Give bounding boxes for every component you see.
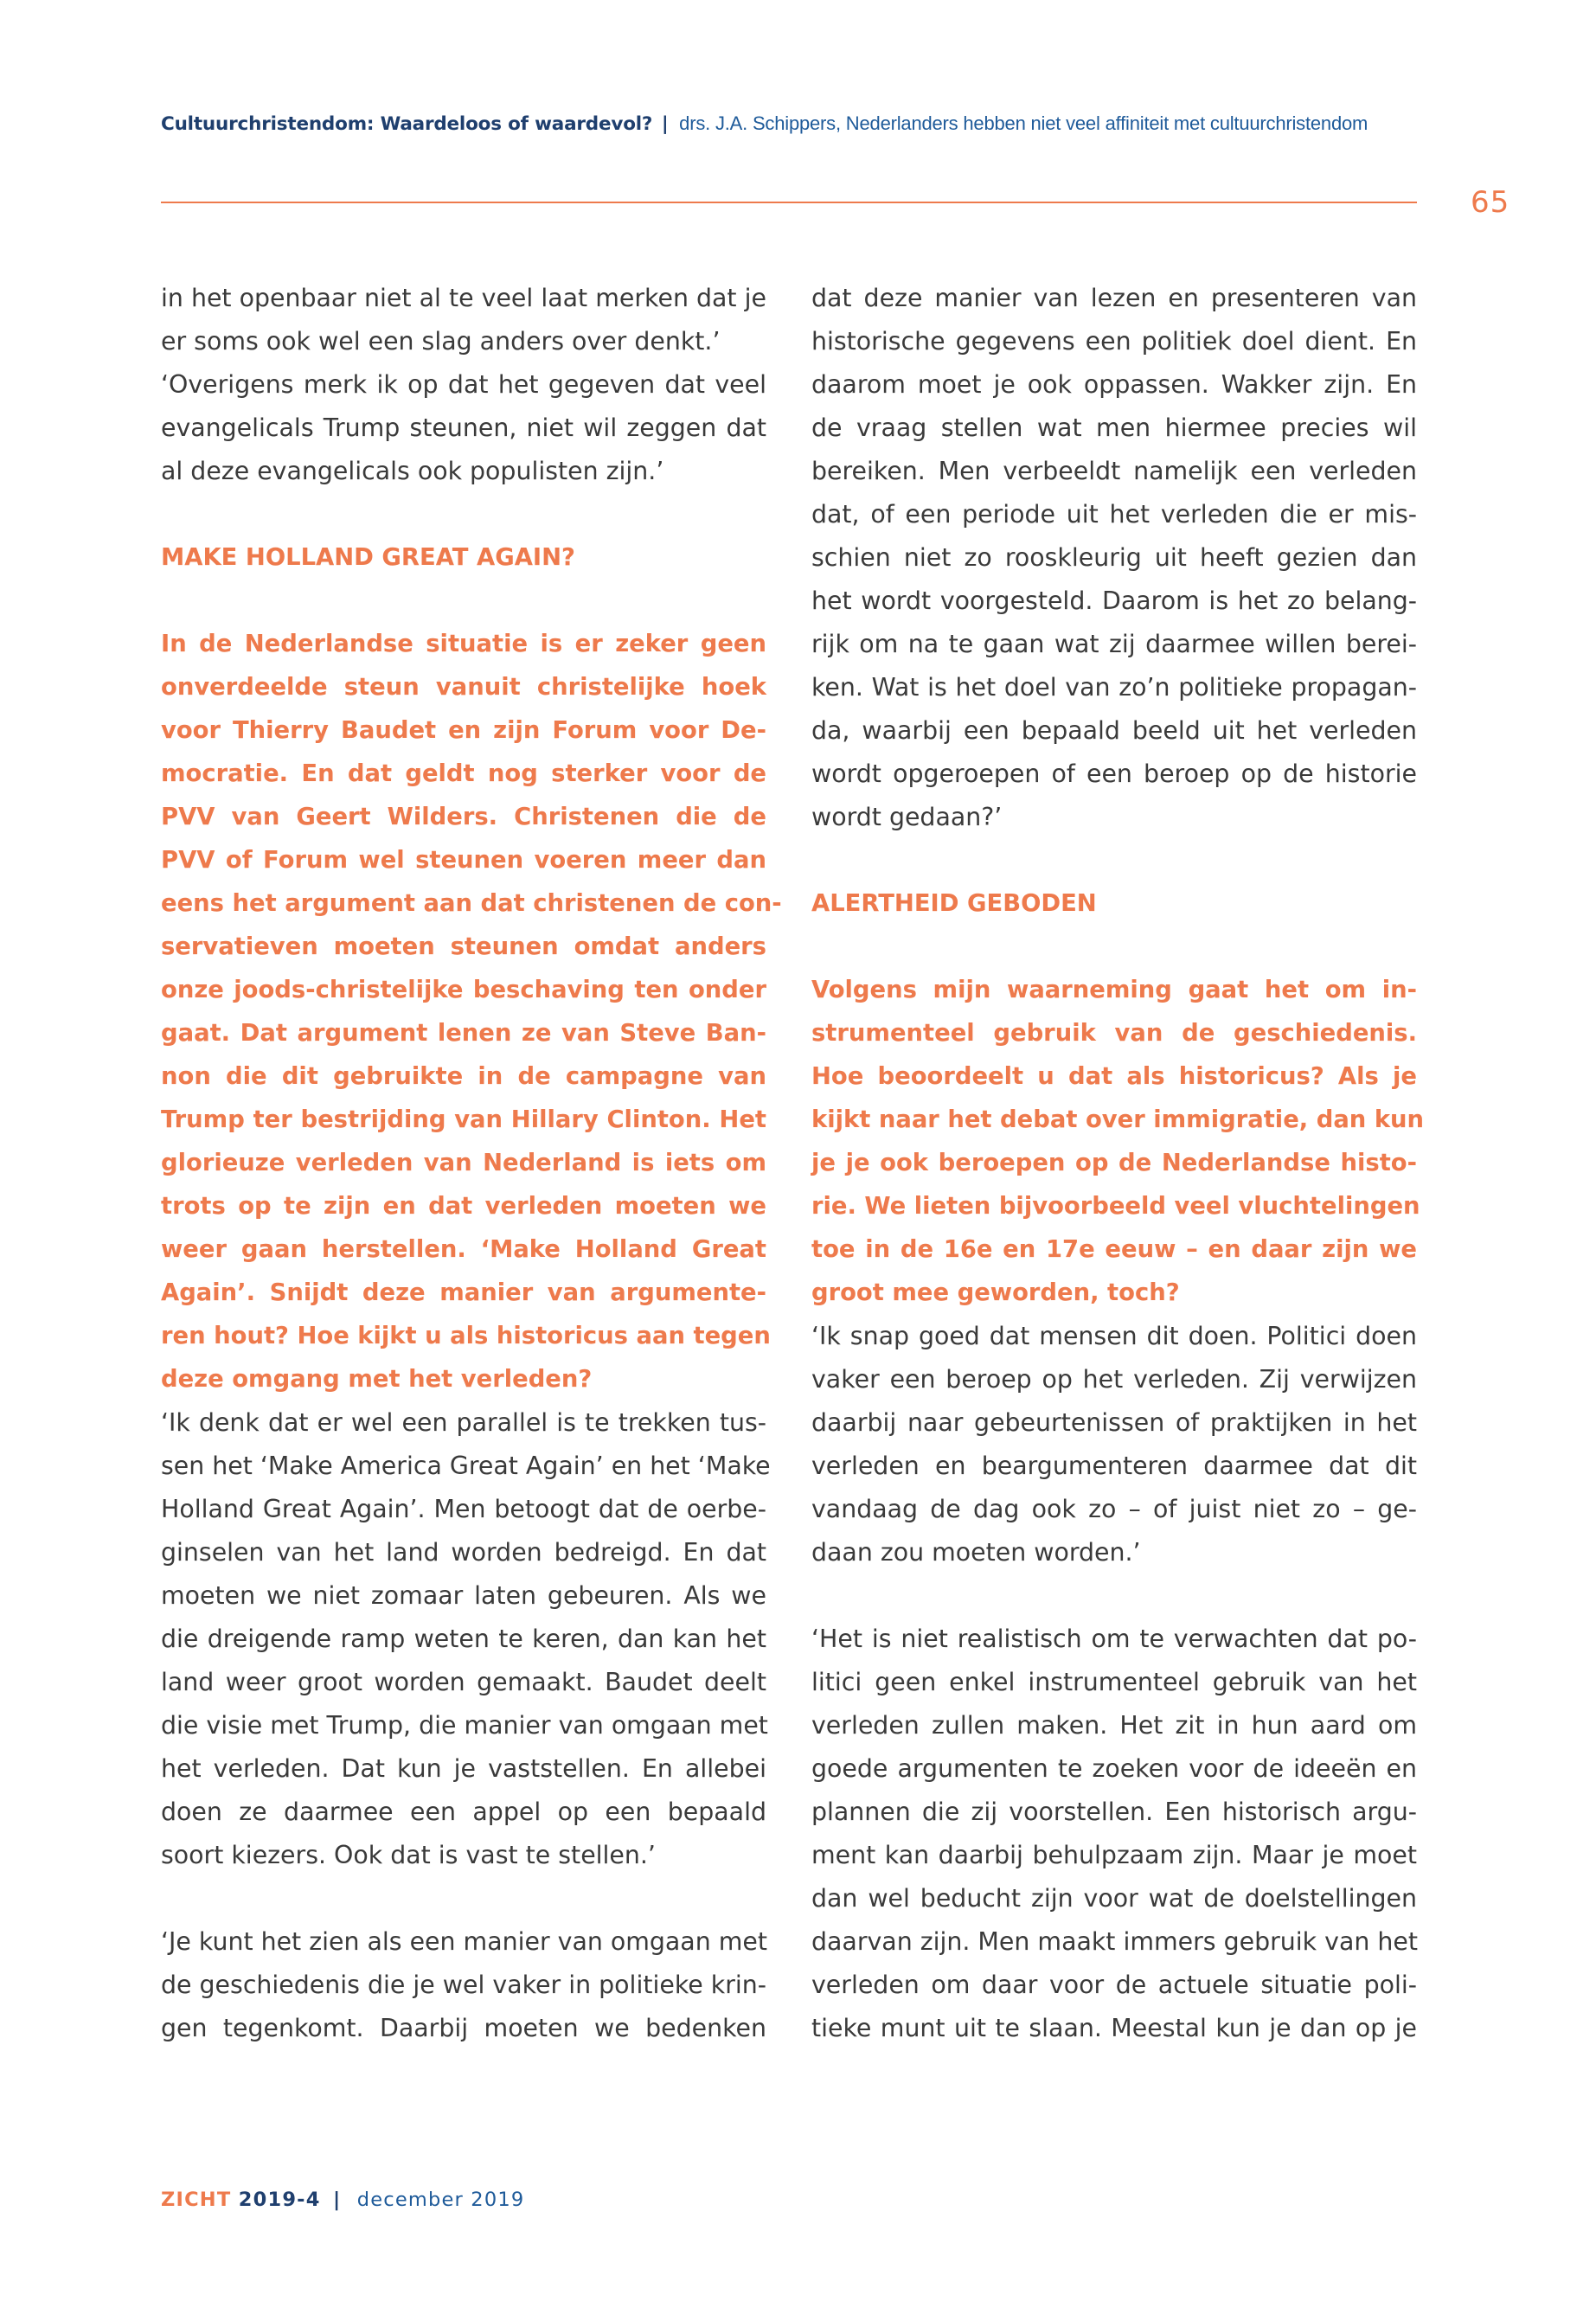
text-line: ‘Ik snap goed dat mensen dit doen. Politici doen: [811, 1322, 1417, 1350]
running-head-subtitle: drs. J.A. Schippers, Nederlanders hebben niet veel affiniteit met cultuurchristendom: [679, 112, 1368, 134]
text-line: al deze evangelicals ook populisten zijn.’: [161, 457, 664, 485]
text-line: land weer groot worden gemaakt. Baudet deelt: [161, 1668, 766, 1696]
text-line: ‘Je kunt het zien als een manier van omgaan met: [161, 1927, 767, 1956]
text-line: sen het ‘Make America Great Again’ en het ‘Make: [161, 1452, 771, 1480]
footer: [161, 2189, 524, 2211]
text-line: Holland Great Again’. Men betoogt dat de oerbe-: [161, 1495, 766, 1523]
blank-line: [161, 580, 766, 623]
question-line: strumenteel gebruik van de geschiedenis.: [811, 1020, 1417, 1047]
question-line: onverdeelde steun vanuit christelijke hoek: [161, 674, 766, 701]
question-line: PVV van Geert Wilders. Christenen die de: [161, 804, 766, 830]
text-line: verleden om daar voor de actuele situatie poli-: [811, 1971, 1417, 1999]
question-line: je je ook beroepen op de Nederlandse histo-: [811, 1150, 1417, 1176]
question-line: rie. We lieten bijvoorbeeld veel vluchtelingen: [811, 1193, 1420, 1220]
footer-issue: 2019-4: [238, 2189, 321, 2211]
question-line: groot mee geworden, toch?: [811, 1279, 1180, 1306]
text-line: daarbij naar gebeurtenissen of praktijken in het: [811, 1408, 1417, 1437]
text-line: in het openbaar niet al te veel laat merken dat je: [161, 284, 766, 312]
text-line: de vraag stellen wat men hiermee precies wil: [811, 413, 1417, 442]
text-line: bereiken. Men verbeeldt namelijk een verleden: [811, 457, 1417, 485]
header-rule: [161, 202, 1417, 203]
text-line: wordt gedaan?’: [811, 803, 1003, 831]
running-head: [161, 112, 1415, 135]
blank-line: [811, 839, 1417, 882]
footer-date: december 2019: [356, 2189, 525, 2211]
question-line: PVV of Forum wel steunen voeren meer dan: [161, 847, 766, 874]
question-line: onze joods-christelijke beschaving ten onder: [161, 977, 766, 1003]
question-line: gaat. Dat argument lenen ze van Steve Ban-: [161, 1020, 766, 1047]
text-line: plannen die zij voorstellen. Een historisch argu-: [811, 1798, 1417, 1826]
text-line: ment kan daarbij behulpzaam zijn. Maar je moet: [811, 1841, 1417, 1869]
text-line: rijk om na te gaan wat zij daarmee willen berei-: [811, 630, 1417, 658]
question-line: Volgens mijn waarneming gaat het om in-: [811, 977, 1417, 1003]
text-line: tieke munt uit te slaan. Meestal kun je dan op je: [811, 2014, 1417, 2042]
section-heading: ALERTHEID GEBODEN: [811, 890, 1097, 917]
text-line: vaker een beroep op het verleden. Zij verwijzen: [811, 1365, 1417, 1394]
question-line: Again’. Snijdt deze manier van argumente-: [161, 1279, 766, 1306]
text-line: ginselen van het land worden bedreigd. En dat: [161, 1538, 766, 1567]
text-line: verleden zullen maken. Het zit in hun aard om: [811, 1711, 1417, 1740]
text-line: schien niet zo rooskleurig uit heeft gezien dan: [811, 543, 1417, 572]
text-line: ‘Het is niet realistisch om te verwachten dat po-: [811, 1625, 1417, 1653]
question-line: non die dit gebruikte in de campagne van: [161, 1063, 766, 1090]
blank-line: [811, 1574, 1417, 1618]
footer-separator: |: [332, 2189, 342, 2211]
text-line: de geschiedenis die je wel vaker in politieke krin-: [161, 1971, 766, 1999]
text-line: ken. Wat is het doel van zo’n politieke propagan-: [811, 673, 1417, 702]
text-line: evangelicals Trump steunen, niet wil zeggen dat: [161, 413, 766, 442]
page-number: 65: [1471, 185, 1510, 220]
question-line: In de Nederlandse situatie is er zeker geen: [161, 631, 766, 657]
text-line: ‘Ik denk dat er wel een parallel is te trekken tus-: [161, 1408, 766, 1437]
right-column: [811, 277, 1425, 2050]
text-line: het wordt voorgesteld. Daarom is het zo belang-: [811, 586, 1417, 615]
text-line: het verleden. Dat kun je vaststellen. En allebei: [161, 1754, 766, 1783]
question-line: voor Thierry Baudet en zijn Forum voor De-: [161, 717, 766, 744]
text-line: goede argumenten te zoeken voor de ideeën en: [811, 1754, 1417, 1783]
text-line: dat, of een periode uit het verleden die er mis-: [811, 500, 1417, 529]
text-line: vandaag de dag ook zo – of juist niet zo – ge-: [811, 1495, 1417, 1523]
text-line: doen ze daarmee een appel op een bepaald: [161, 1798, 766, 1826]
text-line: ‘Overigens merk ik op dat het gegeven dat veel: [161, 370, 766, 399]
question-line: deze omgang met het verleden?: [161, 1366, 593, 1393]
text-line: wordt opgeroepen of een beroep op de historie: [811, 760, 1417, 788]
text-line: daan zou moeten worden.’: [811, 1538, 1141, 1567]
question-line: mocratie. En dat geldt nog sterker voor de: [161, 760, 766, 787]
text-line: die visie met Trump, die manier van omgaan met: [161, 1711, 768, 1740]
text-line: historische gegevens een politiek doel dient. En: [811, 327, 1417, 356]
question-line: trots op te zijn en dat verleden moeten we: [161, 1193, 766, 1220]
text-line: moeten we niet zomaar laten gebeuren. Als we: [161, 1581, 766, 1610]
question-line: ren hout? Hoe kijkt u als historicus aan tegen: [161, 1323, 771, 1349]
question-line: Hoe beoordeelt u dat als historicus? Als je: [811, 1063, 1417, 1090]
question-line: kijkt naar het debat over immigratie, dan kun: [811, 1106, 1425, 1133]
question-line: Trump ter bestrijding van Hillary Clinton. Het: [161, 1106, 766, 1133]
blank-line: [161, 493, 766, 536]
question-line: weer gaan herstellen. ‘Make Holland Great: [161, 1236, 766, 1263]
left-column: [161, 277, 782, 2050]
text-line: litici geen enkel instrumenteel gebruik van het: [811, 1668, 1417, 1696]
question-line: glorieuze verleden van Nederland is iets om: [161, 1150, 766, 1176]
text-line: da, waarbij een bepaald beeld uit het verleden: [811, 716, 1417, 745]
text-line: die dreigende ramp weten te keren, dan kan het: [161, 1625, 766, 1653]
text-line: verleden en beargumenteren daarmee dat dit: [811, 1452, 1417, 1480]
question-line: servatieven moeten steunen omdat anders: [161, 933, 766, 960]
text-line: dat deze manier van lezen en presenteren van: [811, 284, 1417, 312]
text-line: daarvan zijn. Men maakt immers gebruik van het: [811, 1927, 1418, 1956]
running-head-title: Cultuurchristendom: Waardeloos of waardevol?: [161, 113, 653, 135]
blank-line: [161, 1877, 766, 1920]
text-line: daarom moet je ook oppassen. Wakker zijn. En: [811, 370, 1417, 399]
text-line: soort kiezers. Ook dat is vast te stellen.’: [161, 1841, 656, 1869]
text-line: er soms ook wel een slag anders over denkt.’: [161, 327, 721, 356]
question-line: eens het argument aan dat christenen de con-: [161, 890, 782, 917]
footer-magazine: ZICHT: [161, 2189, 232, 2211]
question-line: toe in de 16e en 17e eeuw – en daar zijn we: [811, 1236, 1417, 1263]
text-line: dan wel beducht zijn voor wat de doelstellingen: [811, 1884, 1417, 1913]
running-head-separator: |: [661, 113, 669, 135]
text-line: gen tegenkomt. Daarbij moeten we bedenken: [161, 2014, 766, 2042]
section-heading: MAKE HOLLAND GREAT AGAIN?: [161, 544, 575, 571]
blank-line: [811, 926, 1417, 969]
